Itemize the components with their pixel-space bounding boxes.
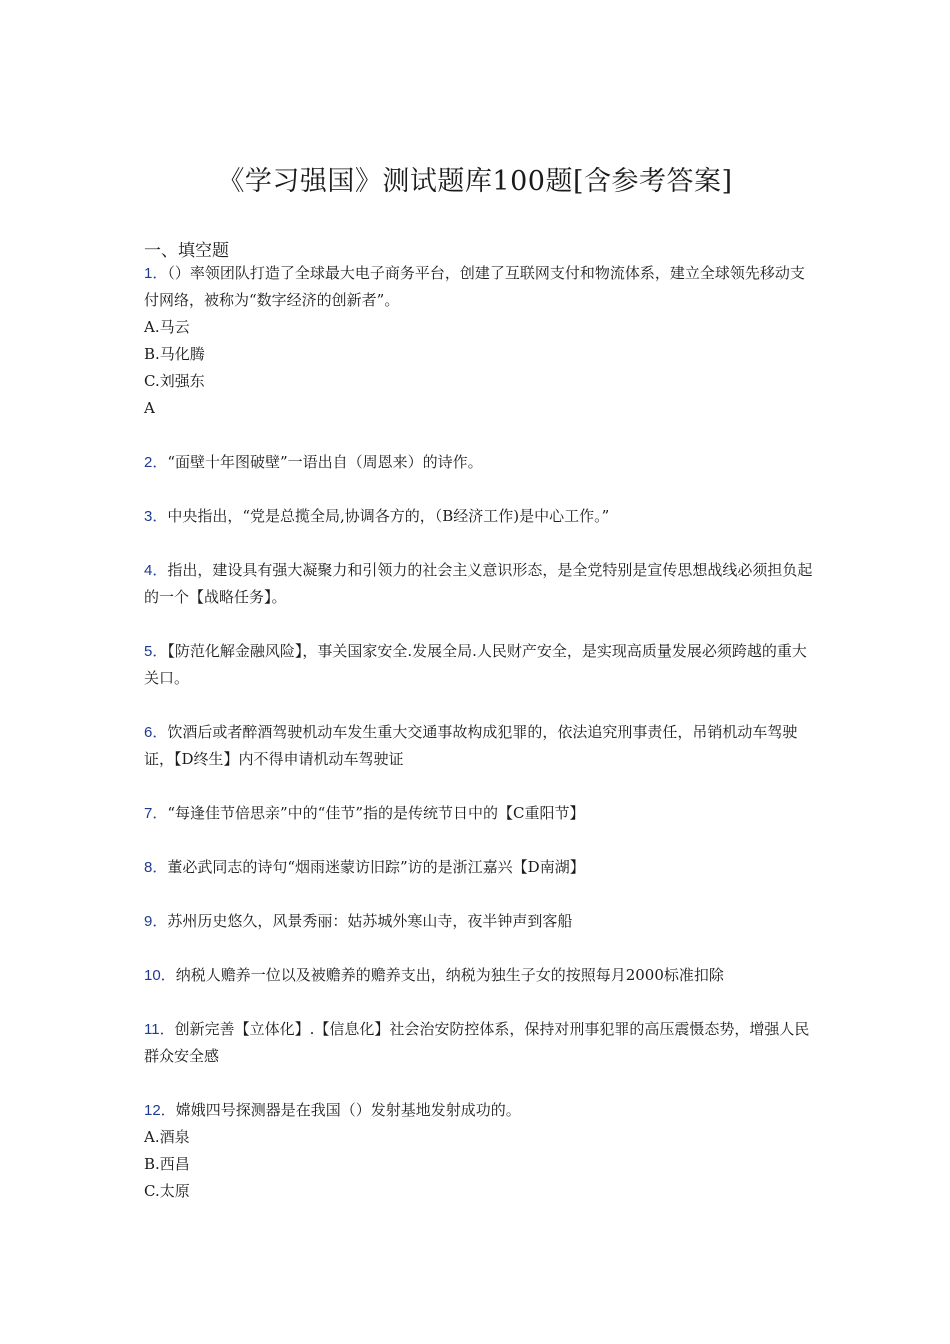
answer-option: A.酒泉 xyxy=(144,1128,190,1146)
question-text: 【防范化解金融风险】，事关国家安全.发展全局.人民财产安全，是实现高质量发展必须跨越的重大关口。 xyxy=(144,642,807,687)
question-number: 5． xyxy=(144,643,168,660)
question-number: 9． xyxy=(144,913,168,930)
question-number: 2． xyxy=(144,454,168,471)
answer-option: B.西昌 xyxy=(144,1155,190,1173)
question-text-line xyxy=(144,1097,814,1124)
question-text-line xyxy=(144,908,814,935)
answer-option: B.马化腾 xyxy=(144,345,205,363)
question-text: 董必武同志的诗句“烟雨迷蒙访旧踪”访的是浙江嘉兴【D南湖】 xyxy=(167,858,585,876)
question-number: 10． xyxy=(144,967,176,984)
question-text: 苏州历史悠久，风景秀丽：姑苏城外寒山寺，夜半钟声到客船 xyxy=(167,912,573,930)
question-item xyxy=(144,449,814,476)
answer-option: C.太原 xyxy=(144,1182,190,1200)
question-list xyxy=(144,260,814,1232)
question-text: 指出，建设具有强大凝聚力和引领力的社会主义意识形态，是全党特别是宣传思想战线必须担负起的一个【战略任务】。 xyxy=(144,561,813,606)
answer-key: A xyxy=(144,399,155,417)
question-item xyxy=(144,557,814,611)
question-item xyxy=(144,260,814,422)
question-item xyxy=(144,908,814,935)
section-heading: 一、填空题 xyxy=(144,241,229,261)
question-number: 1． xyxy=(144,265,168,282)
question-item xyxy=(144,1097,814,1205)
question-text-line xyxy=(144,800,814,827)
question-text-line xyxy=(144,638,814,692)
question-text: 中央指出，“党是总揽全局,协调各方的，（B经济工作)是中心工作。” xyxy=(167,507,610,525)
document-title: 《学习强国》测试题库100题[含参考答案] xyxy=(217,166,733,197)
question-number: 4． xyxy=(144,562,168,579)
question-item xyxy=(144,962,814,989)
question-number: 3． xyxy=(144,508,168,525)
question-text-line xyxy=(144,854,814,881)
question-text: （）率领团队打造了全球最大电子商务平台，创建了互联网支付和物流体系，建立全球领先移动支付网络，被称为“数字经济的创新者”。 xyxy=(144,264,805,309)
question-number: 7． xyxy=(144,805,168,822)
question-text-line xyxy=(144,557,814,611)
answer-option: C.刘强东 xyxy=(144,372,205,390)
question-text: 饮酒后或者醉酒驾驶机动车发生重大交通事故构成犯罪的，依法追究刑事责任，吊销机动车驾驶证，【D终生】内不得申请机动车驾驶证 xyxy=(144,723,798,768)
question-number: 12． xyxy=(144,1102,176,1119)
question-number: 8． xyxy=(144,859,168,876)
question-item xyxy=(144,503,814,530)
question-text: 嫦娥四号探测器是在我国（）发射基地发射成功的。 xyxy=(175,1101,521,1119)
question-text-line xyxy=(144,503,814,530)
question-item xyxy=(144,854,814,881)
question-item xyxy=(144,1016,814,1070)
question-text-line xyxy=(144,449,814,476)
question-text: “每逢佳节倍思亲”中的“佳节”指的是传统节日中的【C重阳节】 xyxy=(167,804,585,822)
question-number: 11． xyxy=(144,1021,175,1038)
question-item xyxy=(144,800,814,827)
question-text-line xyxy=(144,1016,814,1070)
question-item xyxy=(144,638,814,692)
question-text: “面壁十年图破壁”一语出自（周恩来）的诗作。 xyxy=(167,453,483,471)
question-number: 6． xyxy=(144,724,168,741)
question-text-line xyxy=(144,962,814,989)
answer-option: A.马云 xyxy=(144,318,190,336)
question-item xyxy=(144,719,814,773)
question-text: 纳税人赡养一位以及被赡养的赡养支出，纳税为独生子女的按照每月2000标准扣除 xyxy=(175,966,724,984)
question-text-line xyxy=(144,260,814,314)
question-text-line xyxy=(144,719,814,773)
question-text: 创新完善【立体化】.【信息化】社会治安防控体系，保持对刑事犯罪的高压震慑态势，增强人民群众安全感 xyxy=(144,1020,810,1065)
